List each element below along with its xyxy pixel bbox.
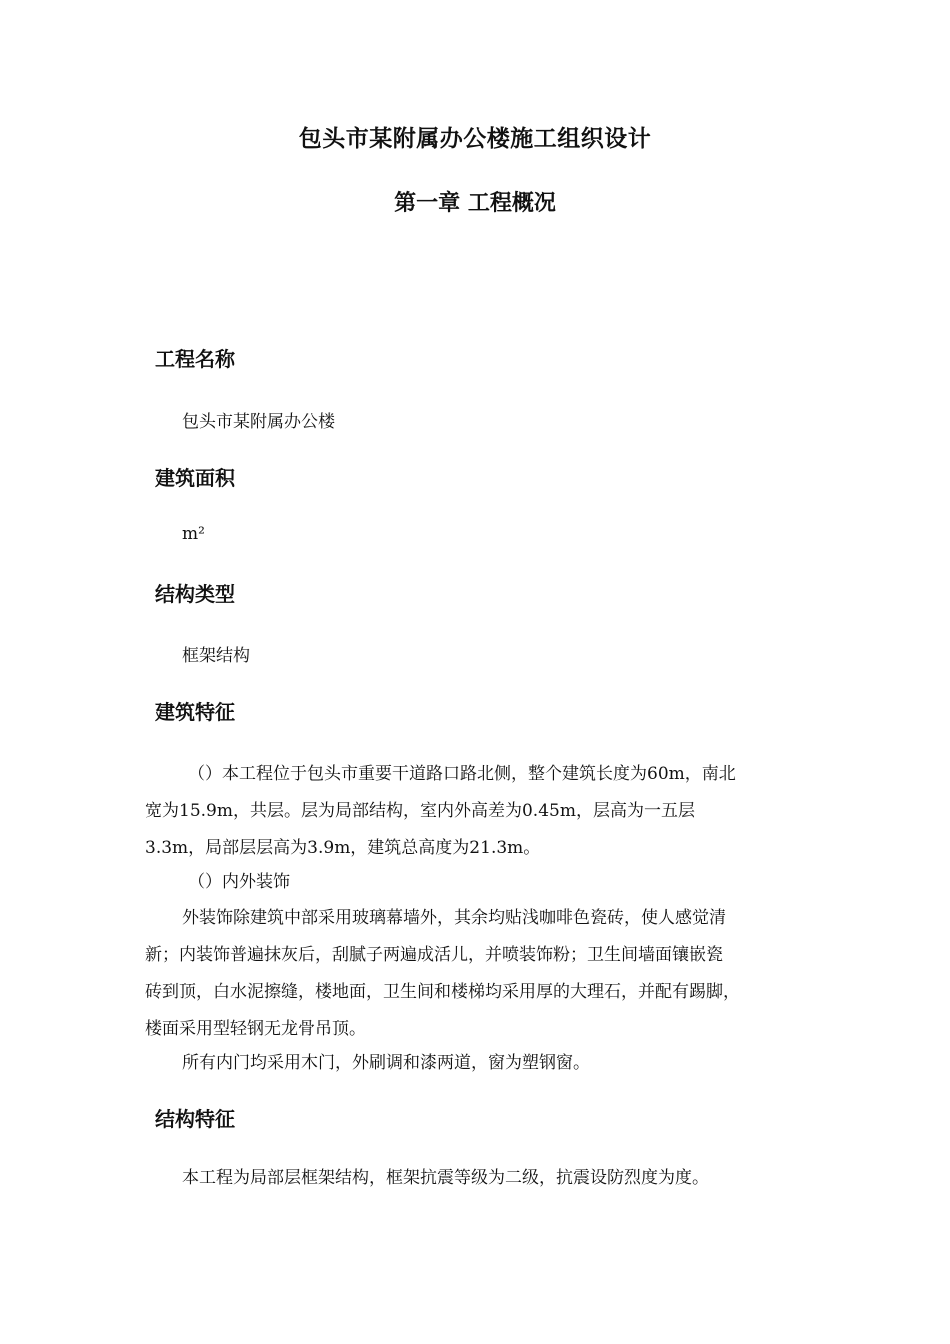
structure-type-value: 框架结构 (182, 646, 250, 666)
heading-building-area: 建筑面积 (155, 466, 235, 490)
paragraph-line: 砖到顶，白水泥擦缝，楼地面，卫生间和楼梯均采用厚的大理石，并配有踢脚， (145, 982, 740, 1002)
paragraph-line: 宽为15.9m，共层。层为局部结构，室内外高差为0.45m，层高为一五层 (145, 801, 695, 821)
paragraph-line: 3.3m，局部层层高为3.9m，建筑总高度为21.3m。 (145, 838, 541, 858)
project-name-value: 包头市某附属办公楼 (182, 412, 335, 432)
building-area-value: m² (182, 524, 205, 544)
heading-project-name: 工程名称 (155, 347, 235, 371)
paragraph-line: 外装饰除建筑中部采用玻璃幕墙外，其余均贴浅咖啡色瓷砖，使人感觉清 (182, 908, 726, 928)
document-title: 包头市某附属办公楼施工组织设计 (298, 126, 652, 152)
chapter-title: 第一章 工程概况 (394, 191, 556, 216)
paragraph-line: 所有内门均采用木门，外刷调和漆两道，窗为塑钢窗。 (182, 1053, 590, 1073)
heading-structural-features: 结构特征 (155, 1107, 235, 1131)
structural-features-value: 本工程为局部层框架结构，框架抗震等级为二级，抗震设防烈度为度。 (182, 1168, 709, 1188)
paragraph-line: （）本工程位于包头市重要干道路口路北侧，整个建筑长度为60m，南北 (188, 764, 736, 784)
heading-structure-type: 结构类型 (155, 582, 235, 606)
heading-building-features: 建筑特征 (155, 700, 235, 724)
paragraph-line: 楼面采用型轻钢无龙骨吊顶。 (145, 1019, 366, 1039)
paragraph-line: 新；内装饰普遍抹灰后，刮腻子两遍成活儿，并喷装饰粉；卫生间墙面镶嵌瓷 (145, 945, 723, 965)
paragraph-line: （）内外装饰 (188, 872, 290, 892)
